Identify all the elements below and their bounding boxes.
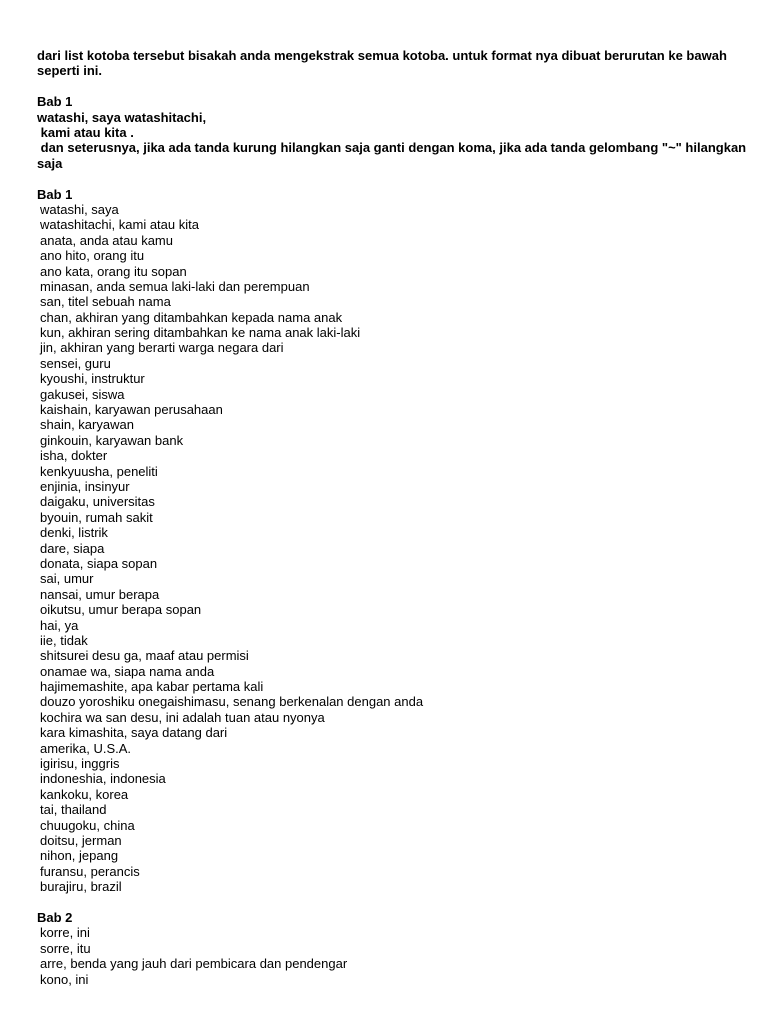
vocab-item: anata, anda atau kamu	[40, 232, 173, 248]
vocab-item: ano kata, orang itu sopan	[40, 263, 187, 279]
example-line: dan seterusnya, jika ada tanda kurung hilangkan saja ganti dengan koma, jika ada tanda gelombang "~" hilangkan saja	[37, 140, 750, 171]
vocab-item: kochira wa san desu, ini adalah tuan atau nyonya	[40, 709, 325, 725]
vocab-item: douzo yoroshiku onegaishimasu, senang berkenalan dengan anda	[40, 694, 424, 710]
vocab-item: furansu, perancis	[40, 863, 140, 879]
vocab-item: tai, thailand	[40, 802, 107, 818]
bab1-vocab-list	[37, 202, 748, 895]
vocab-item: kyoushi, instruktur	[40, 371, 145, 387]
bab1-heading: Bab 1	[37, 186, 73, 202]
vocab-item: minasan, anda semua laki-laki dan perempuan	[40, 278, 310, 294]
vocab-item: nihon, jepang	[40, 848, 119, 864]
vocab-item: watashitachi, kami atau kita	[40, 217, 199, 233]
spacer	[37, 79, 748, 94]
vocab-item: enjinia, insinyur	[40, 479, 130, 494]
example-line: kami atau kita .	[37, 124, 134, 140]
vocab-item: kankoku, korea	[40, 786, 129, 802]
vocab-item: sai, umur	[40, 571, 94, 587]
vocab-item: jin, akhiran yang berarti warga negara dari	[40, 340, 284, 356]
vocab-item: hai, ya	[40, 617, 79, 633]
vocab-item: oikutsu, umur berapa sopan	[40, 602, 202, 618]
vocab-item: kono, ini	[40, 971, 89, 987]
vocab-item: shitsurei desu ga, maaf atau permisi	[40, 648, 249, 664]
bab2-vocab-list	[37, 925, 748, 987]
intro-text: dari list kotoba tersebut bisakah anda mengekstrak semua kotoba. untuk format nya dibuat berurutan ke bawah seperti ini.	[37, 48, 727, 79]
spacer	[37, 171, 748, 186]
vocab-item: daigaku, universitas	[40, 494, 155, 510]
example-heading: Bab 1	[37, 94, 73, 110]
vocab-item: korre, ini	[40, 925, 90, 941]
vocab-item: denki, listrik	[40, 525, 108, 541]
vocab-item: hajimemashite, apa kabar pertama kali	[40, 679, 264, 695]
vocab-item: shain, karyawan	[40, 417, 134, 433]
vocab-item: kaishain, karyawan perusahaan	[40, 402, 223, 418]
vocab-item: dare, siapa	[40, 540, 105, 556]
bab2-heading: Bab 2	[37, 909, 73, 925]
vocab-item: onamae wa, siapa nama anda	[40, 663, 215, 679]
vocab-item: chuugoku, china	[40, 817, 135, 833]
vocab-item: burajiru, brazil	[40, 879, 122, 895]
example-line: watashi, saya watashitachi,	[37, 109, 207, 125]
vocab-item: indoneshia, indonesia	[40, 771, 166, 787]
vocab-item: arre, benda yang jauh dari pembicara dan pendengar	[40, 956, 348, 972]
vocab-item: sorre, itu	[40, 940, 91, 956]
vocab-item: byouin, rumah sakit	[40, 509, 153, 525]
spacer	[37, 895, 748, 910]
vocab-item: san, titel sebuah nama	[40, 294, 171, 310]
vocab-item: ano hito, orang itu	[40, 248, 145, 264]
vocab-item: ginkouin, karyawan bank	[40, 432, 184, 448]
vocab-item: igirisu, inggris	[40, 756, 120, 772]
vocab-item: chan, akhiran yang ditambahkan kepada nama anak	[40, 309, 343, 325]
vocab-item: donata, siapa sopan	[40, 555, 158, 571]
vocab-item: nansai, umur berapa	[40, 586, 160, 602]
vocab-item: isha, dokter	[40, 448, 108, 464]
vocab-item: iie, tidak	[40, 632, 88, 648]
vocab-item: sensei, guru	[40, 355, 111, 371]
vocab-item: kenkyuusha, peneliti	[40, 463, 158, 479]
vocab-item: watashi, saya	[40, 201, 119, 217]
vocab-item: amerika, U.S.A.	[40, 740, 132, 756]
vocab-item: doitsu, jerman	[40, 832, 122, 848]
vocab-item: kun, akhiran sering ditambahkan ke nama anak laki-laki	[40, 325, 361, 341]
vocab-item: kara kimashita, saya datang dari	[40, 725, 228, 741]
vocab-item: gakusei, siswa	[40, 386, 125, 402]
